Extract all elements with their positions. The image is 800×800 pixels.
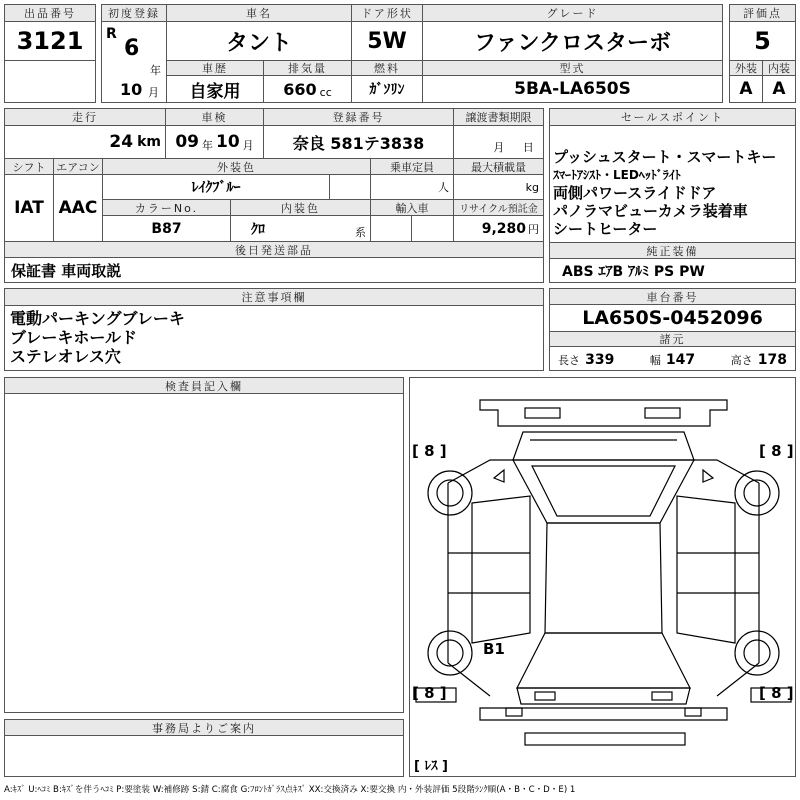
tire-front-left: [ 8 ] [412,442,447,460]
fuel-label: 燃料 [351,60,423,76]
era: R [106,26,117,42]
recycle-unit: 円 [528,222,539,236]
inspector-area [4,393,404,713]
capacity-unit: 人 [370,174,454,200]
car-name: タント [166,21,352,61]
sales-line: パノラマビューカメラ装着車 [553,202,748,220]
recycle-cell [453,215,544,242]
fuel: ｶﾞｿﾘﾝ [351,75,423,103]
notes-label: 注意事項欄 [4,288,544,306]
length-label: 長さ [558,354,580,367]
transfer-day-unit: 日 [522,141,534,154]
height-label: 高さ [730,354,753,367]
mileage: 24 [109,132,134,152]
insp-month: 10 [216,132,240,152]
tire-rear-left: [ 8 ] [412,684,447,702]
ac-label: エアコン [53,158,103,175]
sales-line: 両側パワースライドドア [553,184,717,202]
first-reg [101,21,167,103]
int-color-cell [230,215,371,242]
sales-points [549,125,796,243]
width-label: 幅 [649,354,661,367]
equipment-label: 純正装備 [549,242,796,259]
lot-no-blank [4,60,96,103]
ac: AAC [53,174,103,242]
height: 178 [757,352,787,368]
ext-color: ﾚｲｸﾌﾞﾙｰ [102,174,330,200]
sales-label: セールスポイント [549,108,796,126]
grade-label: グレード [422,4,723,22]
import-right [411,215,454,242]
legend: A:ｷｽﾞ U:ﾍｺﾐ B:ｷｽﾞを伴うﾍｺﾐ P:要塗装 W:補修跡 S:錆 C:腐食 G:ﾌﾛﾝﾄｶﾞﾗｽ点ｷｽﾞ XX:交換済み X:要交換 内・外装評価 5段階ﾗﾝｸ順(A・B・C・D・E) 1 [4,785,576,795]
reg-year-unit: 年 [150,64,161,77]
ext-label: 外装 [729,60,763,76]
ext-color-blank [329,174,371,200]
ext-grade: A [729,75,763,103]
int-color: ｸﾛ [251,221,265,238]
insp-year-unit: 年 [202,139,213,152]
displacement-unit: cc [319,85,332,99]
mileage-label: 走行 [4,108,166,126]
displacement: 660 [283,79,317,99]
length: 339 [585,352,615,368]
reg-no: 奈良 581テ3838 [263,125,454,159]
dims [549,346,796,371]
score: 5 [729,21,796,61]
import-label: 輸入車 [370,199,454,216]
inspection-label: 車検 [165,108,264,126]
color-no: B87 [102,215,231,242]
int-color-unit: 系 [355,225,366,239]
mileage-unit: km [137,134,161,150]
chassis-label: 車台番号 [549,288,796,305]
tire-rear-right: [ 8 ] [759,684,794,702]
equipment: ABS ｴｱB ｱﾙﾐ PS PW [549,258,796,283]
model: 5BA-LA650S [422,75,723,103]
chassis-no: LA650S-0452096 [549,304,796,332]
displacement-label: 排気量 [263,60,352,76]
width: 147 [665,352,696,368]
mileage-cell [4,125,166,159]
recycle: 9,280 [481,220,526,237]
score-label: 評価点 [729,4,796,22]
damage-mark-b1: B1 [483,640,505,658]
reg-no-label: 登録番号 [263,108,454,126]
displacement-cell [263,75,352,103]
ext-color-label: 外装色 [102,158,371,175]
transfer-label: 譲渡書類期限 [453,108,544,126]
sales-line: ｽﾏｰﾄｱｼｽﾄ・LEDﾍｯﾄﾞﾗｲﾄ [553,168,681,182]
car-outline [410,378,796,777]
int-label: 内装 [762,60,796,76]
transfer-month-unit: 月 [493,141,505,154]
note-line: ブレーキホールド [10,328,138,347]
door-label: ドア形状 [351,4,423,22]
spare-tire: [ ﾚｽ ] [414,759,448,774]
color-no-label: カラーNo. [102,199,231,216]
reg-month: 10 [120,80,143,99]
reg-year: 6 [124,36,140,61]
history: 自家用 [166,75,264,103]
lot-no-label: 出品番号 [4,4,96,22]
reg-month-unit: 月 [148,86,159,99]
load-unit: kg [453,174,544,200]
note-line: ステレオレス穴 [10,347,121,366]
insp-year: 09 [175,132,199,152]
shift-label: シフト [4,158,54,175]
dims-label: 諸元 [549,331,796,347]
lot-no: 3121 [4,21,96,61]
insp-month-unit: 月 [242,139,254,152]
office-label: 事務局よりご案内 [4,719,404,736]
int-color-label: 内装色 [230,199,371,216]
sales-line: プッシュスタート・スマートキー [553,148,777,166]
first-reg-label: 初度登録 [101,4,167,22]
inspection-cell [165,125,264,159]
recycle-label: リサイクル預託金 [453,199,544,216]
car-name-label: 車名 [166,4,352,22]
inspector-label: 検査員記入欄 [4,377,404,394]
import-left [370,215,412,242]
transfer-cell [453,125,544,159]
later-parts-label: 後日発送部品 [4,241,544,258]
later-parts: 保証書 車両取説 [4,257,544,283]
damage-diagram [409,377,796,777]
load-label: 最大積載量 [453,158,544,175]
sales-line: シートヒーター [553,220,658,238]
grade: ファンクロスターボ [422,21,723,61]
model-label: 型式 [422,60,723,76]
office-area [4,735,404,777]
history-label: 車歴 [166,60,264,76]
int-grade: A [762,75,796,103]
capacity-label: 乗車定員 [370,158,454,175]
tire-front-right: [ 8 ] [759,442,794,460]
note-line: 電動パーキングブレーキ [10,309,185,328]
shift: IAT [4,174,54,242]
door: 5W [351,21,423,61]
notes [4,305,544,371]
